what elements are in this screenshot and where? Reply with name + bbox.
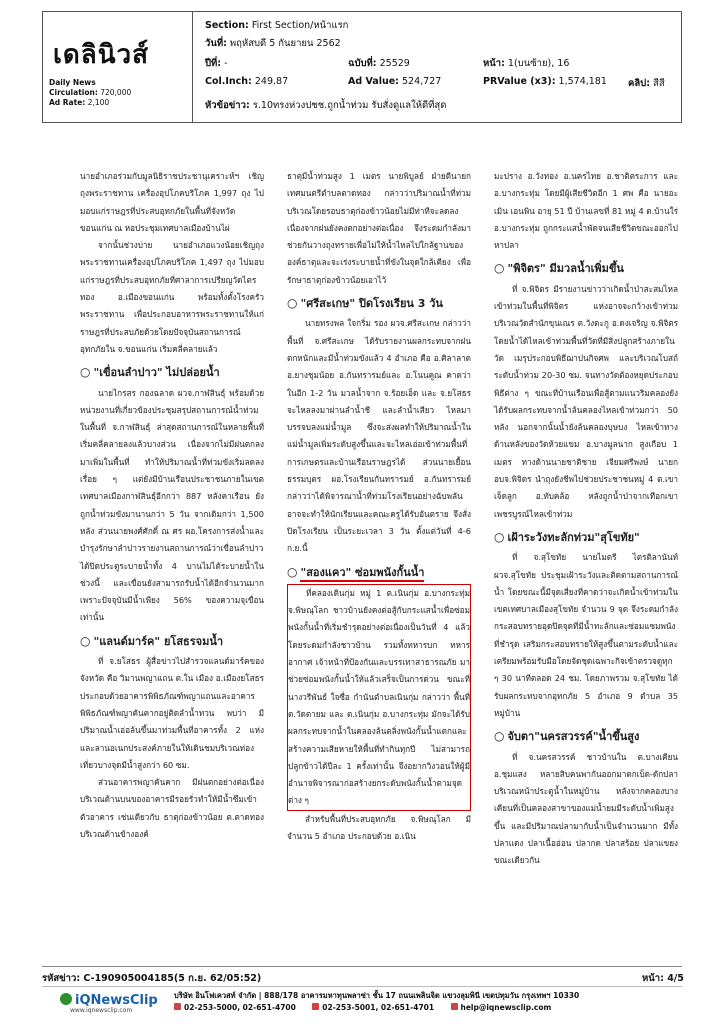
page-value: 1(บนซ้าย), 16 (507, 58, 570, 69)
section-value: First Section/หน้าแรก (251, 20, 349, 31)
subheading: ○ "ศรีสะเกษ" ปิดโรงเรียน 3 วัน (287, 296, 443, 311)
year-value: - (224, 58, 228, 69)
email-contact[interactable] (451, 1003, 552, 1012)
issue-label: ฉบับที่: (348, 58, 377, 69)
subheading: ○ "พิจิตร" มีมวลน้ำเพิ่มขึ้น (494, 261, 624, 276)
page-label: หน้า: (483, 58, 505, 69)
globe-icon (60, 993, 72, 1005)
advalue-field (348, 76, 441, 87)
year-label: ปีที่: (205, 58, 222, 69)
page-number: หน้า: 4/5 (642, 973, 684, 984)
subheading-text: "เขื่อนลำปาว" ไม่ปล่อยน้ำ (93, 366, 220, 380)
company-address: บริษัท อินโฟเควสท์ จำกัด | 888/178 อาคารมหาทุนพลาซ่า ชั้น 17 ถนนเพลินจิต แขวงลุมพินี เขตปทุมวัน กรุงเทพฯ 10330 (174, 991, 580, 1000)
highlighted-paragraph: ที่คลองเดินกุ่ม หมู่ 1 ต.เนินกุ่ม อ.บางกระทุ่ม จ.พิษณุโลก ชาวบ้านยังคงต่อสู้กับกระแสน้ำเพื่อซ่อมพนังกั้นน้ำที่เริ่มชำรุดอย่างต่อเนื่องเป็นวันที่ 4 แล้ว โดยระดมกำลังชาวบ้าน รวมทั้งทหารบก ทหารอากาศ เจ้าหน้าที่ป้องกันและบรรเทาสาธารณภัย มาช่วยซ่อมพนังกั้นน้ำให้แล้วเสร็จเป็นการด่วน ขณะที่ นางวรีพันธ์ ใจซื่อ กำนันตำบลเนินกุ่ม กล่าวว่า พื้นที่ ต.วัดตายม และ ต.เนินกุ่ม อ.บางกระทุ่ม มักจะได้รับผลกระทบจากน้ำในคลองล้นตลิ่งพนังกั้นน้ำแตกและสร้างความเสียหายให้พื้นที่ทำกินทุกปี ไม่สามารถปลูกข้าวได้ปีละ 1 ครั้งเท่านั้น จึงอยากวิงวอนให้ผู้มีอำนาจพิจารณาก่อสร้างยกระดับพนังกั้นน้ำตามจุดต่าง ๆ (287, 584, 471, 811)
date-field (205, 36, 341, 51)
column-2 (287, 168, 471, 845)
paragraph: จากนั้นช่วงบ่าย นายอำเภอแวงน้อยเชิญถุงพระราชทานเครื่องอุปโภคบริโภค 1,497 ถุง ไปมอบแก่ราษฎรที่ประสบอุทกภัยที่ศาลาการเปรียญวัดไตรทอง อ.เมืองขอนแก่น พร้อมทั้งตั้งโรงครัวพระราชทาน เพื่อประกอบอาหารพระราชทานให้แก่ราษฎรที่ประสบภัยด้วยโดยปัจจุบันสถานการณ์อุทกภัยใน จ.ขอนแก่น เริ่มคลี่คลายแล้ว (80, 240, 264, 354)
phone-icon (174, 1003, 181, 1010)
paragraph: ที่ จ.นครสวรรค์ ชาวบ้านใน ต.บางเคียน อ.ชุมแสง หลายสิบคนพากันออกมาตกเบ็ด-ดักปลาบริเวณหน้าประตูน้ำในหมู่บ้าน หลังจากคลองบางเคียนที่เป็นคลองสาขาของแม่น้ำยมมีระดับน้ำเพิ่มสูงขึ้น และมีปริมาณปลามากับน้ำเป็นจำนวนมาก มีทั้งปลาแดง ปลาเนื้ออ่อน ปลากด ปลาสร้อย ปลาแขยง ขณะเดียวกัน (494, 751, 678, 866)
column-1 (80, 168, 264, 843)
advalue-label: Ad Value: (348, 76, 399, 87)
paragraph: ที่ จ.ยโสธร ผู้สื่อข่าวไปสำรวจแลนด์มาร์คของจังหวัด คือ วิมานพญาแถน ต.ใน เมือง อ.เมืองยโสธร ประกอบด้วยอาคารพิพิธภัณฑ์พญาแถนและอาคารพิพิธภัณฑ์พญาคันคากอยู่ติดลำน้ำทวน พบว่า มีปริมาณน้ำเอ่อล้นขึ้นมาท่วมพื้นที่อาคารทั้ง 2 แห่งและลานอเนกประสงค์ภายในให้เดินชมบริเวณท่องเที่ยวบางจุดมีน้ำสูงกว่า 60 ซม. (80, 656, 264, 770)
colinch-value: 249.87 (254, 76, 289, 87)
paragraph: ที่ จ.สุโขทัย นายไมตรี ไตรติลานันท์ ผวจ.สุโขทัย ประชุมเฝ้าระวังและติดตามสถานการณ์น้ำ โดยขณะนี้มีจุดเสี่ยงที่คาดว่าจะเกิดน้ำเข้าท่วมในเขตเทศบาลเมืองสุโขทัย จำนวน 9 จุด จึงระดมกำลังกระสอบทรายอุดปิดจุดที่มีน้ำทะลักและซ่อมแซมพนังที่ชำรุด เสริมกระสอบทรายให้สูงขึ้นตามระดับน้ำและเตรียมพร้อมรับมือโดยจัดชุดเฉพาะกิจเข้าตรวจดูทุก ๆ 30 นาทีตลอด 24 ชม. โดยภาพรวม จ.สุโขทัย ได้รับผลกระทบจากอุทกภัย 5 อำเภอ 9 ตำบล 35 หมู่บ้าน (494, 552, 678, 718)
headline-label: หัวข้อข่าว: (205, 100, 250, 111)
subheading: ○ เฝ้าระวังทะลักท่วม"สุโขทัย" (494, 529, 640, 544)
iq-url[interactable]: www.iqnewsclip.com (70, 1007, 133, 1014)
clip-field (628, 76, 665, 91)
subheading: ○ "เขื่อนลำปาว" ไม่ปล่อยน้ำ (80, 365, 220, 380)
circulation-value: 720,000 (100, 88, 132, 97)
headline-field (205, 98, 446, 113)
advalue-value: 524,727 (402, 76, 442, 87)
page-field (483, 56, 569, 71)
subheading-text: เฝ้าระวังทะลักท่วม"สุโขทัย" (507, 530, 640, 544)
subheading: ○ "แลนด์มาร์ค" ยโสธรจมน้ำ (80, 633, 224, 648)
paragraph: ธาตุมีน้ำท่วมสูง 1 เมตร นายพิบูลย์ ฝ่ายดีนายกเทศมนตรีตำบลตาดทอง กล่าวว่าปริมาณน้ำที่ท่วมบริเวณโดยรอบธาตุก่องข้าวน้อยไม่มีท่าทีจะลดลง เนื่องจากฝนยังคงตกอย่างต่อเนื่อง จึงระดมกำลังมาช่วยกันวางถุงทรายเพื่อไม่ให้น้ำไหลไปใกล้ฐานขององค์ธาตุและจะเร่งระบายน้ำที่ขังในจุดใกล้เคียง เพื่อรักษาธาตุก่องข้าวน้อยเอาไว้ (287, 171, 471, 285)
adrate-value: 2,100 (87, 98, 110, 107)
paragraph: ส่วนอาคารพญาคันคาก มีฝนตกอย่างต่อเนื่องบริเวณด้านบนของอาคารมีรอยรั่วทำให้มีน้ำซึมเข้าตัวอาคาร เช่นเดียวกับ ธาตุก่องข้าวน้อย ต.ตาดทอง บริเวณด้านข้างองค์ (80, 777, 264, 839)
date-label: วันที่: (205, 38, 227, 49)
prvalue-value: 1,574,181 (558, 76, 607, 87)
adrate-label: Ad Rate: (49, 98, 86, 107)
newspaper-logo-box (43, 12, 193, 122)
fax-icon (312, 1003, 319, 1010)
subheading-text: จับตา"นครสวรรค์"น้ำขึ้นสูง (507, 730, 640, 744)
subheading-text: "ศรีสะเกษ" ปิดโรงเรียน 3 วัน (300, 297, 443, 311)
clip-label: คลิป: (628, 78, 651, 89)
subheading-text: "พิจิตร" มีมวลน้ำเพิ่มขึ้น (507, 262, 624, 276)
daily-label: Daily News (49, 78, 96, 87)
iqnewsclip-logo (60, 993, 158, 1008)
email-address[interactable]: help@iqnewsclip.com (460, 1003, 552, 1012)
clipping-header (42, 11, 682, 123)
newspaper-meta (49, 78, 131, 108)
contact-row (174, 1003, 565, 1012)
paragraph: นายอำเภอร่วมกับมูลนิธิราชประชานุเคราะห์ฯ เชิญถุงพระราชทาน เครื่องอุปโภคบริโภค 1,997 ถุง ไปมอบแก่ราษฎรที่ประสบอุทกภัยในพื้นที่จังหวัดขอนแก่น ณ หอประชุมเทศบาลเมืองบ้านไผ่ (80, 171, 264, 233)
subheading-text: "สองแคว" ซ่อมพนังกั้นน้ำ (300, 566, 424, 582)
column-3 (494, 168, 678, 870)
clip-value: สีสี (653, 78, 665, 89)
date-value: พฤหัสบดี 5 กันยายน 2562 (229, 38, 341, 49)
headline-value: ร.10ทรงห่วงปชช.ถูกน้ำท่วม รับสั่งดูแลให้ดีที่สุด (252, 100, 447, 111)
fax-number: 02-253-5001, 02-651-4701 (322, 1003, 435, 1012)
subheading-text: "แลนด์มาร์ค" ยโสธรจมน้ำ (93, 634, 224, 648)
colinch-field (205, 76, 288, 87)
news-id: รหัสข่าว: C-190905004185(5 ก.ย. 62/05:52) (42, 973, 262, 984)
footer-divider (42, 966, 682, 967)
footer-bar (42, 986, 682, 1016)
phone-contact (174, 1003, 296, 1012)
phone-number: 02-253-5000, 02-651-4700 (184, 1003, 296, 1012)
prvalue-label: PRValue (x3): (483, 76, 556, 87)
section-label: Section: (205, 20, 249, 31)
colinch-label: Col.Inch: (205, 76, 252, 87)
article-body (80, 168, 680, 958)
prvalue-field (483, 76, 607, 87)
fax-contact (312, 1003, 434, 1012)
paragraph: มะปราง อ.วังทอง อ.นครไทย อ.ชาติตระการ และ อ.บางกระทุ่ม โดยมีผู้เสียชีวิตอีก 1 ศพ คือ นายอะเมิน เอนพิน อายุ 51 ปี บ้านเลขที่ 81 หมู่ 4 ต.บ้านใร่ อ.บางกระทุ่ม ถูกกระแสน้ำพัดจนเสียชีวิตขณะออกไปหาปลา (494, 171, 678, 251)
issue-value: 25529 (379, 58, 410, 69)
iq-logo-text: iQNewsClip (75, 993, 158, 1008)
email-icon (451, 1003, 458, 1010)
section-field (205, 18, 348, 33)
subheading-highlighted: ○ "สองแคว" ซ่อมพนังกั้นน้ำ (287, 564, 471, 581)
paragraph: นายทรงพล ใจกริ่ม รอง ผวจ.ศรีสะเกษ กล่าวว่าพื้นที่ จ.ศรีสะเกษ ได้รับรายงานผลกระทบจากฝนตกหนักและมีน้ำท่วมขังแล้ว 4 อำเภอ คือ อ.ศิลาลาด อ.ยางชุมน้อย อ.กันทรารมย์และ อ.โนนคูณ คาดว่าในอีก 1-2 วัน มวลน้ำจาก จ.ร้อยเอ็ด และ จ.ยโสธร จะไหลลงมาผ่านลำน้ำชี และลำน้ำเสียว ไหลมาบรรจบลงแม่น้ำมูล ซึ่งจะส่งผลทำให้ปริมาณน้ำในแม่น้ำมูลเพิ่มระดับสูงขึ้นและจะไหลเอ่อเข้าท่วมพื้นที่การเกษตรและบ้านเรือนราษฎรได้ ส่วนนายเยื้อน ธรรมบุตร ผอ.โรงเรียนกันทรารมย์ อ.กันทรารมย์ กล่าวว่าได้พิจารณาน้ำที่ท่วมโรงเรียนอย่างฉับพลัน อาจจะทำให้นักเรียนและคณะครูได้รับอันตราย จึงสั่งปิดโรงเรียน เป็นระยะเวลา 3 วัน ตั้งแต่วันที่ 4-6 ก.ย.นี้ (287, 318, 471, 554)
newspaper-logo: เดลินิวส์ (53, 40, 149, 70)
paragraph: ที่ จ.พิจิตร มีรายงานข่าวว่าเกิดน้ำป่าสะสมไหลเข้าท่วมในพื้นที่พิจิตร แห่งอาจจะกว้างเข้าท่วมบริเวณวัดสำนักขุนเณร ต.วังตะกู อ.ดงเจริญ จ.พิจิตร โดยน้ำได้ไหลเข้าท่วมพื้นที่วัดที่มีสิ่งปลูกสร้างภายในวัด เมรุประกอบพิธีฌาปนกิจศพ และบริเวณโบสถ์ ระดับน้ำท่วม 20-30 ซม. จนทางวัดต้องหยุดประกอบพิธีต่าง ๆ ขณะที่บ้านเรือนเพื่อสู้ตามแนวริมคลองยังได้รับผลกระทบจากน้ำล้นคลองไหลเข้าท่วมกว่า 50 หลัง นอกจากนั้นน้ำยังล้นคลองบุษบง ไหลเข้าทางด้านหลังของวัดห้วยแขม อ.บางมูลนาก สูงเกือบ 1 เมตร ทางด้านนายชาติชาย เจียมศรีพงษ์ นายก อบจ.พิจิตร นำถุงยังชีพไปช่วยประชาชนหมู่ 4 ต.เขาเจ็ดลูก อ.ทับคล้อ หลังถูกน้ำป่าจากเทือกเขาเพชรบูรณ์ไหลเข้าท่วม (494, 283, 678, 519)
paragraph: นายไกรสร กองฉลาด ผวจ.กาฬสินธุ์ พร้อมด้วยหน่วยงานที่เกี่ยวข้องประชุมสรุปสถานการณ์น้ำท่วมในพื้นที่ จ.กาฬสินธุ์ ล่าสุดสถานการณ์ในหลายพื้นที่เริ่มคลี่คลายลงแล้วบางส่วน เนื่องจากไม่มีฝนตกลงมาเพิ่มในพื้นที่ ทำให้ปริมาณน้ำที่ท่วมขังเริ่มลดลงเรื่อย ๆ แต่ยังมีบ้านเรือนประชาชนภายในเขตเทศบาลเมืองกาฬสินธุ์อีกกว่า 887 หลังคาเรือน ยังถูกน้ำท่วมขังมานานกว่า 5 วัน จากเดิมกว่า 1,500 หลัง ส่วนนายพงศ์ศักดิ์ ณ ศร ผอ.โครงการส่งน้ำและบำรุงรักษาลำปาวรายงานสถานการณ์ว่าเขื่อนลำปาวได้ปิดประตูระบายน้ำทั้ง 4 บานไม่ได้ระบายน้ำในช่วงนี้ และเขื่อนยังสามารถรับน้ำได้อีกจำนวนมากเพราะปัจจุบันมีน้ำเพียง 56% ของความจุเขื่อนเท่านั้น (80, 387, 264, 623)
paragraph: สำหรับพื้นที่ประสบอุทกภัย จ.พิษณุโลก มีจำนวน 5 อำเภอ ประกอบด้วย อ.เนิน (287, 813, 471, 841)
subheading: ○ จับตา"นครสวรรค์"น้ำขึ้นสูง (494, 729, 640, 744)
circulation-label: Circulation: (49, 88, 98, 97)
year-field (205, 56, 228, 71)
issue-field (348, 56, 410, 71)
